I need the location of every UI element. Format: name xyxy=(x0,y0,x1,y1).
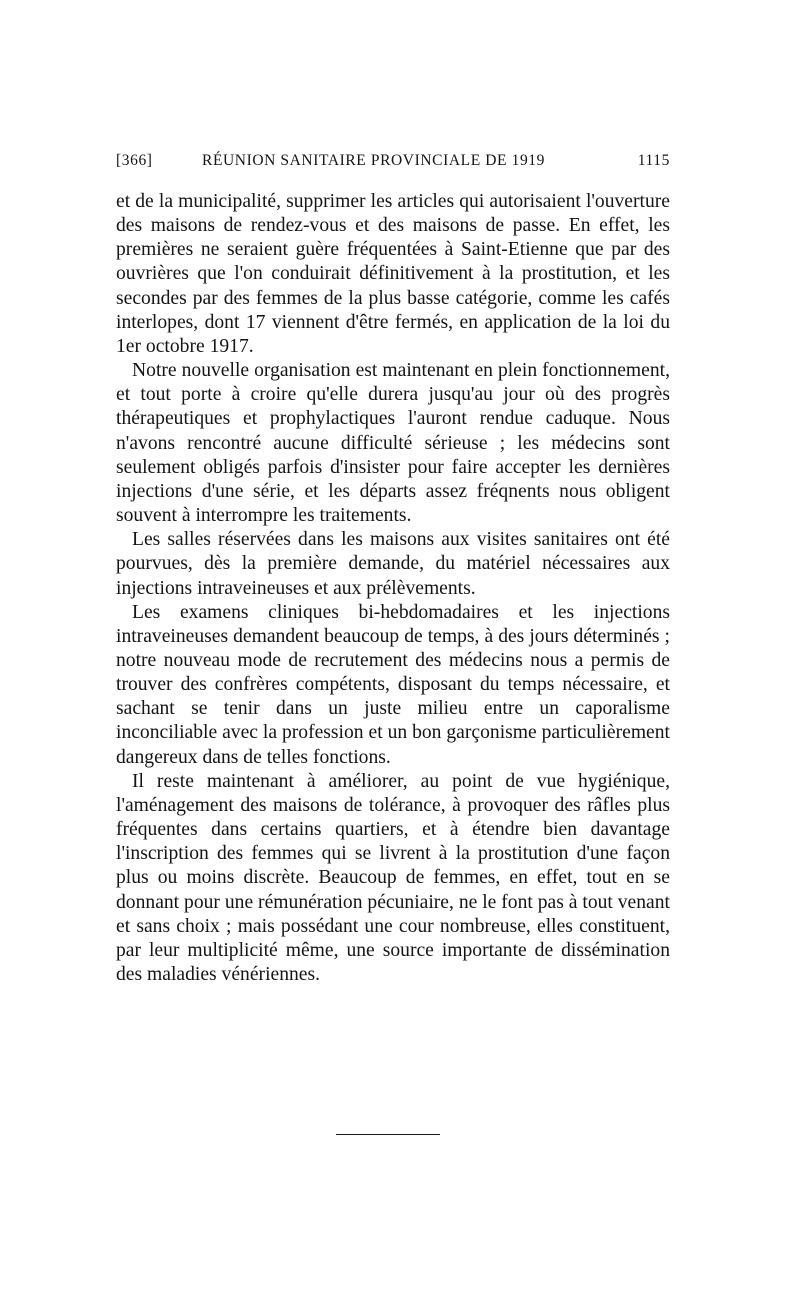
paragraph-1: et de la municipalité, supprimer les articles qui autorisaient l'ouverture des maisons de rendez-vous et des maisons de passe. En effet, les premières ne seraient guère fréquentées à Saint-Etienne que par des ouvrières que l'on conduirait définitivement à la prostitution, et les secondes par des femmes de la plus basse catégorie, comme les cafés interlopes, dont 17 viennent d'être fermés, en application de la loi du 1er octobre 1917. xyxy=(116,191,670,357)
page-number: 1115 xyxy=(637,152,670,169)
body-text xyxy=(116,190,670,987)
paragraph-2: Notre nouvelle organisation est maintenant en plein fonctionnement, et tout porte à croire qu'elle durera jusqu'au jour où des progrès thérapeutiques et prophylactiques l'auront rendue caduque. Nous n'avons rencontré aucune difficulté sérieuse ; les médecins sont seulement obligés parfois d'insister pour faire accepter les dernières injections d'une série, et les départs assez fréqnents nous obligent souvent à interrompre les traitements. xyxy=(116,360,670,527)
end-rule xyxy=(336,1134,440,1135)
page-label: [366] xyxy=(116,152,153,169)
paragraph-4: Les examens cliniques bi-hebdomadaires et les injections intraveineuses demandent beaucoup de temps, à des jours déterminés ; notre nouveau mode de recrutement des médecins nous a permis de trouver des confrères compétents, disposant du temps nécessaire, et sachant se tenir dans un juste milieu entre un caporalisme inconciliable avec la profession et un bon garçonisme particulièrement dangereux dans de telles fonctions. xyxy=(116,601,670,768)
paragraph-3: Les salles réservées dans les maisons aux visites sanitaires ont été pourvues, dès la première demande, du matériel nécessaires aux injections intraveineuses et aux prélèvements. xyxy=(116,529,670,599)
paragraph-5: Il reste maintenant à améliorer, au point de vue hygiénique, l'aménagement des maisons de tolérance, à provoquer des râfles plus fréquentes dans certains quartiers, et à étendre bien davantage l'inscription des femmes qui se livrent à la prostitution d'une façon plus ou moins discrète. Beaucoup de femmes, en effet, tout en se donnant pour une rémunération pécuniaire, ne le font pas à tout venant et sans choix ; mais possédant une cour nombreuse, elles constituent, par leur multiplicité même, une source importante de dissémination des maladies vénériennes. xyxy=(116,770,670,985)
running-header xyxy=(116,152,670,176)
running-title: RÉUNION SANITAIRE PROVINCIALE DE 1919 xyxy=(202,152,545,169)
